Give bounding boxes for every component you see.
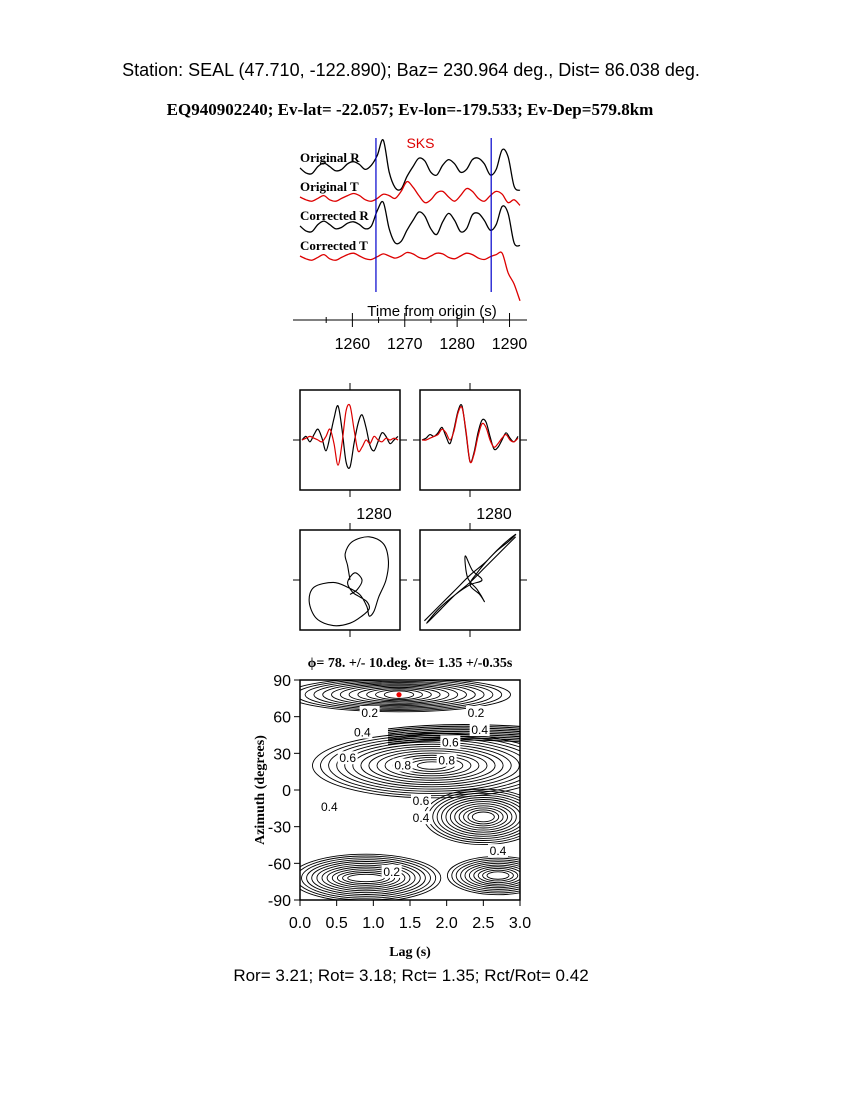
contour-line xyxy=(312,862,421,895)
time-tick-label: 1270 xyxy=(386,336,423,353)
lag-tick-label: 0.5 xyxy=(325,915,348,932)
trace-4 xyxy=(300,252,520,301)
waveform-2 xyxy=(302,404,398,465)
contour-line xyxy=(447,856,548,894)
particle-motion-corrected-panel xyxy=(413,523,527,637)
trace-label-2: Original T xyxy=(300,179,359,194)
contour-label: 0.4 xyxy=(471,723,489,738)
contour-label: 0.6 xyxy=(441,735,459,750)
particle-motion-curve xyxy=(424,534,515,623)
azimuth-axis-ticks xyxy=(268,673,300,910)
azimuth-tick-label: 90 xyxy=(273,673,291,690)
fast-slow-waveform-panel xyxy=(293,383,407,523)
lag-tick-label: 2.0 xyxy=(435,915,458,932)
waveform-tick-label: 1280 xyxy=(476,506,512,523)
contour-line xyxy=(302,858,431,898)
waveform-tick-label: 1280 xyxy=(356,506,392,523)
azimuth-tick-label: -90 xyxy=(267,893,291,910)
contour-label: 0.4 xyxy=(353,725,371,740)
time-tick-label: 1290 xyxy=(491,336,528,353)
corrected-waveform-panel xyxy=(413,383,527,523)
azimuth-axis-label: Azimuth (degrees) xyxy=(253,735,268,845)
contour-line xyxy=(464,808,504,826)
waveform-1 xyxy=(422,405,518,463)
lag-tick-label: 1.0 xyxy=(362,915,385,932)
lag-tick-label: 2.5 xyxy=(472,915,495,932)
station-title: Station: SEAL (47.710, -122.890); Baz= 230.964 deg., Dist= 86.038 deg. xyxy=(122,60,700,80)
azimuth-tick-label: -60 xyxy=(267,856,291,874)
lag-tick-label: 3.0 xyxy=(508,915,532,932)
contour-label: 0.2 xyxy=(467,706,485,720)
time-tick-label: 1280 xyxy=(439,336,475,353)
azimuth-tick-label: 60 xyxy=(273,709,291,727)
contour-line xyxy=(348,874,385,881)
time-tick-label: 1260 xyxy=(334,336,371,353)
contour-label: 0.4 xyxy=(320,800,338,815)
contour-label: 0.8 xyxy=(394,758,412,773)
contour-line xyxy=(474,867,522,885)
azimuth-tick-label: -30 xyxy=(267,819,291,837)
contour-line xyxy=(428,791,538,842)
lag-axis-ticks xyxy=(289,900,531,932)
lag-tick-label: 1.5 xyxy=(398,915,422,932)
seismogram-panel xyxy=(293,135,527,353)
contour-line xyxy=(369,749,495,783)
event-title: EQ940902240; Ev-lat= -22.057; Ev-lon=-179.533; Ev-Dep=579.8km xyxy=(166,100,654,119)
contour-line xyxy=(433,793,534,840)
contour-line xyxy=(337,740,528,791)
analysis-window xyxy=(376,138,491,292)
lag-axis-label: Lag (s) xyxy=(389,945,431,960)
contour-label: 0.6 xyxy=(339,751,357,766)
trace-label-4: Corrected T xyxy=(300,238,368,253)
contour-label: 0.4 xyxy=(489,844,507,859)
contour-label: 0.2 xyxy=(383,864,401,879)
particle-motion-original-panel xyxy=(293,523,407,637)
grid-contours xyxy=(288,678,552,902)
trace-label-1: Original R xyxy=(300,150,360,165)
time-axis-label: Time from origin (s) xyxy=(367,303,497,320)
phase-label: SKS xyxy=(406,135,435,151)
contour-line xyxy=(361,746,503,784)
splitting-grid-panel xyxy=(253,656,552,960)
contour-label: 0.8 xyxy=(438,753,456,768)
contour-line xyxy=(487,872,509,879)
contour-line xyxy=(446,799,521,834)
grid-title: ϕ= 78. +/- 10.deg. δt= 1.35 +/-0.35s xyxy=(307,656,513,671)
panel-frame xyxy=(420,390,520,490)
particle-motion-curve xyxy=(309,537,388,626)
best-fit-marker xyxy=(396,692,401,697)
contour-line xyxy=(461,862,536,890)
contour-line xyxy=(472,812,494,822)
ratio-summary: Ror= 3.21; Rot= 3.18; Rct= 1.35; Rct/Rot= 0.42 xyxy=(233,966,589,985)
contour-label: 0.2 xyxy=(361,706,379,720)
waveform-1 xyxy=(302,406,398,469)
azimuth-tick-label: 0 xyxy=(282,783,291,800)
contour-line xyxy=(459,806,507,828)
contour-label: 0.4 xyxy=(412,811,430,826)
lag-tick-label: 0.0 xyxy=(288,915,312,932)
contour-label: 0.6 xyxy=(412,794,430,808)
trace-label-3: Corrected R xyxy=(300,208,369,223)
azimuth-tick-label: 30 xyxy=(273,746,291,764)
contour-line xyxy=(313,733,552,798)
